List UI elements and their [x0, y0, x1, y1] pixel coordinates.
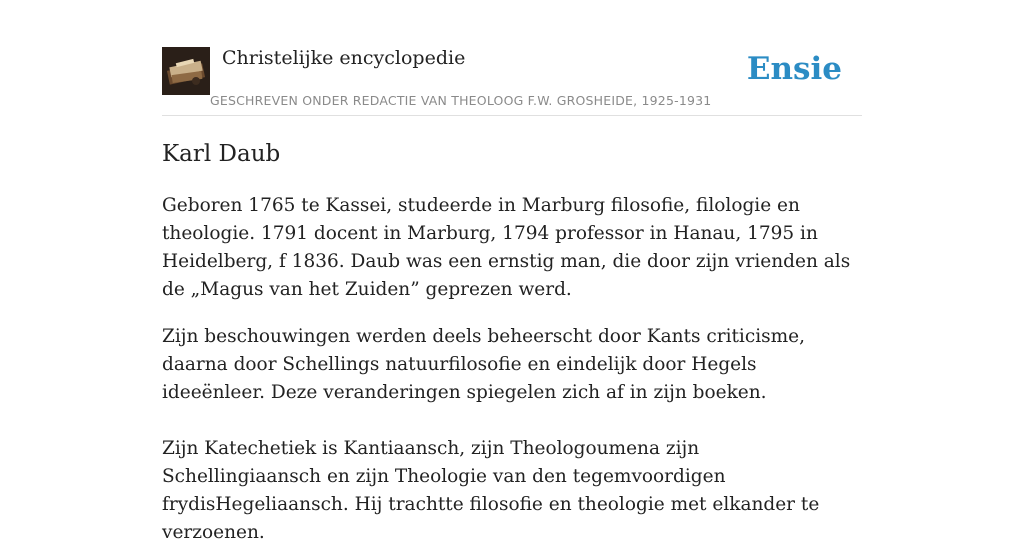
site-title[interactable]: Christelijke encyclopedie	[222, 47, 466, 69]
article-title: Karl Daub	[162, 141, 281, 167]
book-photo-icon[interactable]	[162, 47, 210, 95]
article-paragraph-1: Geboren 1765 te Kassei, studeerde in Marburg filosofie, filologie en theologie. 1791 docent in Marburg, 1794 professor in Hanau, 1795 in Heidelberg, f 1836. Daub was een ernstig man, die door zijn vrienden als de „Magus van het Zuiden” geprezen werd.	[162, 195, 851, 300]
article-paragraph-3: Zijn Katechetiek is Kantiaansch, zijn Theologoumena zijn Schellingiaansch en zijn Theologie van den tegemvoordigen frydisHegeliaansch. Hij trachtte filosofie en theologie met elkander te verzoenen.	[162, 438, 820, 543]
site-header	[162, 0, 862, 116]
article-paragraph-2: Zijn beschouwingen werden deels beheerscht door Kants criticisme, daarna door Schellings natuurfilosofie en eindelijk door Hegels ideeënleer. Deze veranderingen spiegelen zich af in zijn boeken.	[162, 326, 805, 403]
page-container	[162, 0, 862, 543]
site-tagline: GESCHREVEN ONDER REDACTIE VAN THEOLOOG F.W. GROSHEIDE, 1925-1931	[210, 93, 712, 108]
brand-logo[interactable]: Ensie	[746, 51, 842, 87]
